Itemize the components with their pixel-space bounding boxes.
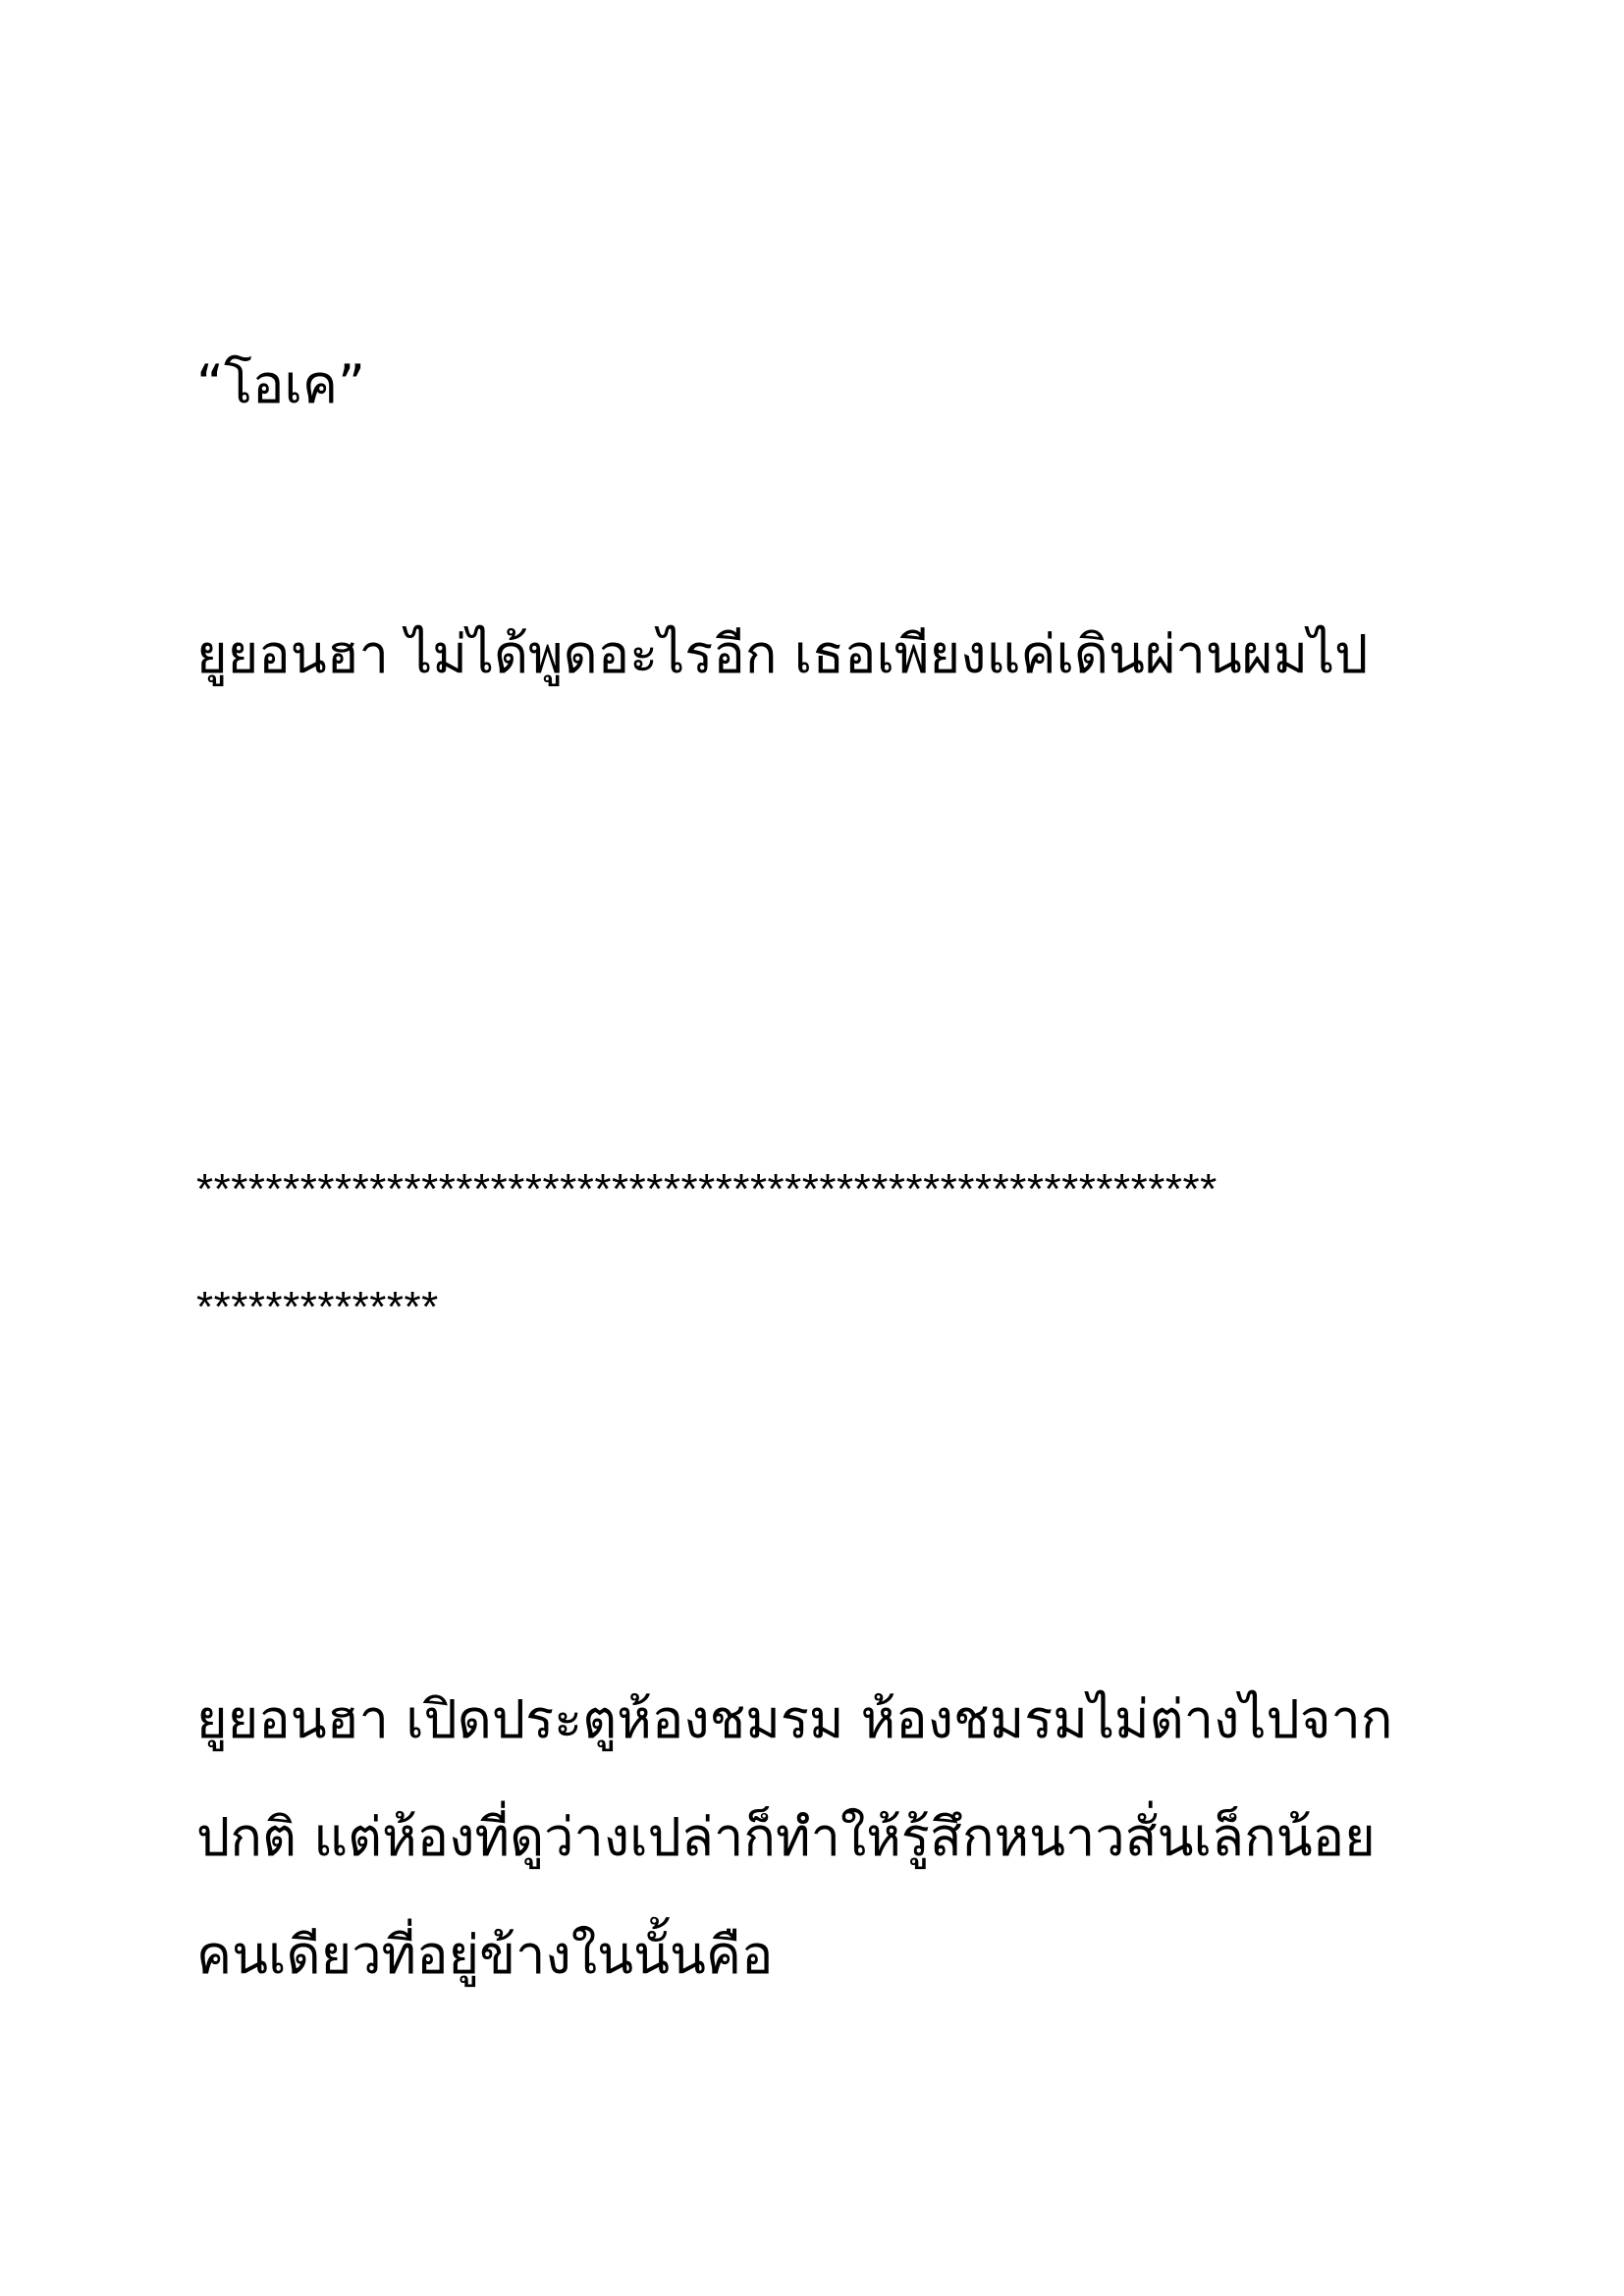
scene-separator-line-1: *********************************************************** xyxy=(196,1165,1218,1213)
scene-separator-line-2: ************** xyxy=(196,1283,439,1331)
narration-line: ยูยอนฮา ไม่ได้พูดอะไรอีก เธอเพียงแค่เดินผ่านผมไป xyxy=(196,623,1369,685)
paragraph-line: ปกติ แต่ห้องที่ดูว่างเปล่าก็ทำให้รู้สึกหนาวสั่นเล็กน้อย xyxy=(196,1806,1376,1868)
paragraph-line: คนเดียวที่อยู่ข้างในนั้นคือ xyxy=(196,1924,774,1986)
dialogue-line: “โอเค” xyxy=(196,353,365,415)
paragraph-line: ยูยอนฮา เปิดประตูห้องชมรม ห้องชมรมไม่ต่างไปจาก xyxy=(196,1688,1393,1750)
